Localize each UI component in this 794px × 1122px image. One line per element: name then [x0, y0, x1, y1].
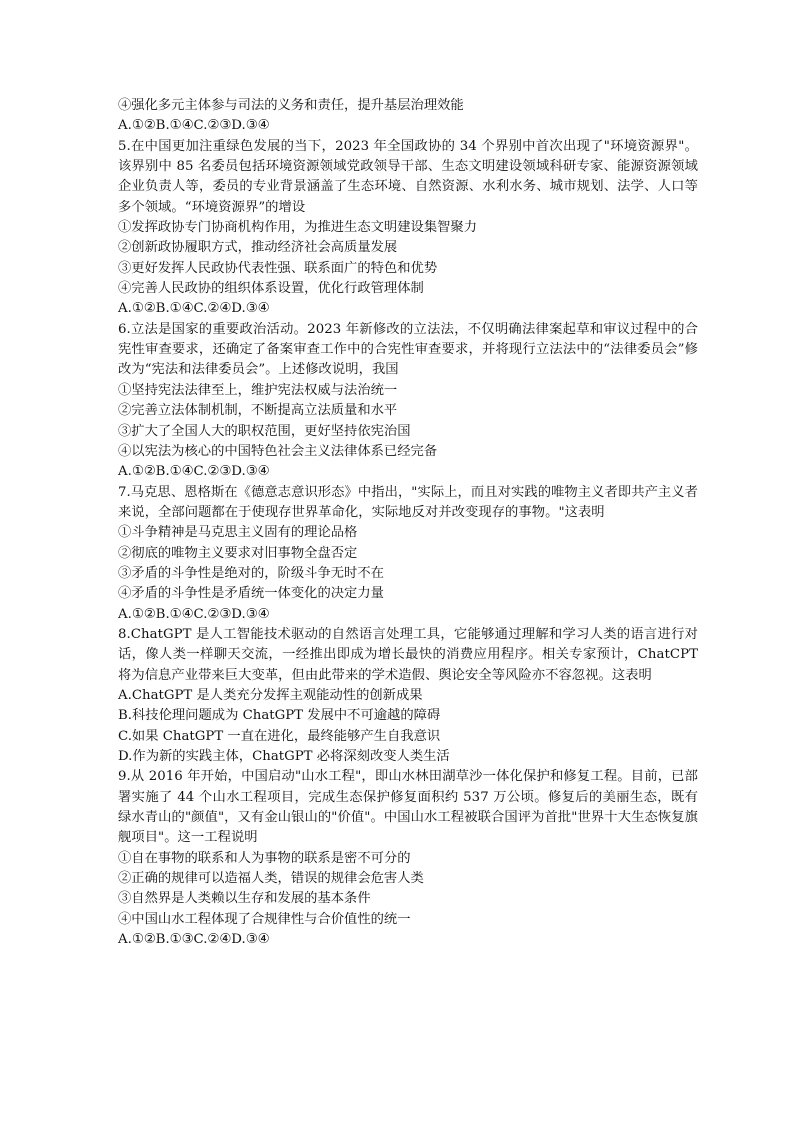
option-c: C.如果 ChatGPT 一直在进化，最终能够产生自我意识: [118, 728, 441, 744]
option-2: ②彻底的唯物主义要求对旧事物全盘否定: [118, 545, 358, 561]
question-stem: 5.在中国更加注重绿色发展的当下，2023 年全国政协的 34 个界别中首次出现了"环境资源界"。该界别中 85 名委员包括环境资源领域党政领导干部、生态文明建设领域科研专家、能源资源领域企业负责人等，委员的专业背景涵盖了生态环境、自然资源、水利水务、城市规划、法学、人口等多个领域。“环境资源界”的增设: [118, 138, 698, 215]
option-3: ③更好发挥人民政协代表性强、联系面广的特色和优势: [118, 260, 438, 276]
option-1: ①坚持宪法法律至上，维护宪法权威与法治统一: [118, 382, 398, 398]
question-stem: 6.立法是国家的重要政治活动。2023 年新修改的立法法，不仅明确法律案起草和审议过程中的合宪性审查要求，还确定了备案审查工作中的合宪性审查要求，并将现行立法法中的“法律委员会”修改为“宪法和法律委员会”。上述修改说明，我国: [118, 321, 698, 378]
option-d: D.作为新的实践主体，ChatGPT 必将深刻改变人类生活: [118, 749, 450, 764]
answer-choices: A.①②B.①④C.②③D.③④: [118, 118, 270, 134]
option-a: A.ChatGPT 是人类充分发挥主观能动性的创新成果: [118, 687, 423, 703]
question-9: [118, 767, 698, 950]
option-4: ④矛盾的斗争性是矛盾统一体变化的决定力量: [118, 586, 384, 602]
question-4-tail: [118, 96, 698, 137]
question-stem: 7.马克思、恩格斯在《德意志意识形态》中指出，"实际上，而且对实践的唯物主义者即共产主义者来说，全部问题都在于使现存世界革命化，实际地反对并改变现存的事物。"这表明: [118, 484, 698, 520]
question-stem: 9.从 2016 年开始，中国启动"山水工程"，即山水林田湖草沙一体化保护和修复工程。目前，已部署实施了 44 个山水工程项目，完成生态保护修复面积约 537 万公顷。修复后的美丽生态，既有绿水青山的"颜值"，又有金山银山的"价值"。中国山水工程被联合国评为首批"世界十大生态恢复旗舰项目"。这一工程说明: [118, 769, 698, 846]
option-3: ③扩大了全国人大的职权范围，更好坚持依宪治国: [118, 423, 411, 439]
option-3: ③自然界是人类赖以生存和发展的基本条件: [118, 891, 371, 907]
question-8: [118, 625, 698, 767]
question-5: [118, 137, 698, 320]
question-6: [118, 320, 698, 483]
option-4: ④强化多元主体参与司法的义务和责任，提升基层治理效能: [118, 98, 464, 113]
answer-choices: A.①②B.①④C.②④D.③④: [118, 301, 270, 317]
answer-choices: A.①②B.①④C.②③D.③④: [118, 464, 270, 480]
option-1: ①自在事物的联系和人为事物的联系是密不可分的: [118, 850, 411, 866]
answer-choices: A.①②B.①③C.②④D.③④: [118, 932, 270, 948]
exam-page: [118, 96, 698, 950]
option-4: ④以宪法为核心的中国特色社会主义法律体系已经完备: [118, 443, 438, 459]
option-2: ②创新政协履职方式，推动经济社会高质量发展: [118, 240, 398, 256]
question-7: [118, 483, 698, 625]
option-1: ①发挥政协专门协商机构作用，为推进生态文明建设集智聚力: [118, 220, 478, 236]
question-stem: 8.ChatGPT 是人工智能技术驱动的自然语言处理工具，它能够通过理解和学习人类的语言进行对话，像人类一样聊天交流，一经推出即成为增长最快的消费应用程序。相关专家预计，ChatCPT 将为信息产业带来巨大变革，但由此带来的学术造假、舆论安全等风险亦不容忽视。这表明: [118, 626, 698, 683]
option-4: ④完善人民政协的组织体系设置，优化行政管理体制: [118, 281, 424, 297]
option-b: B.科技伦理问题成为 ChatGPT 发展中不可逾越的障碍: [118, 708, 441, 724]
option-2: ②完善立法体制机制，不断提高立法质量和水平: [118, 403, 398, 419]
option-2: ②正确的规律可以造福人类，错误的规律会危害人类: [118, 871, 424, 887]
answer-choices: A.①②B.①④C.②③D.③④: [118, 606, 270, 622]
option-4: ④中国山水工程体现了合规律性与合价值性的统一: [118, 911, 411, 927]
option-3: ③矛盾的斗争性是绝对的，阶级斗争无时不在: [118, 565, 384, 581]
option-1: ①斗争精神是马克思主义固有的理论品格: [118, 525, 358, 541]
